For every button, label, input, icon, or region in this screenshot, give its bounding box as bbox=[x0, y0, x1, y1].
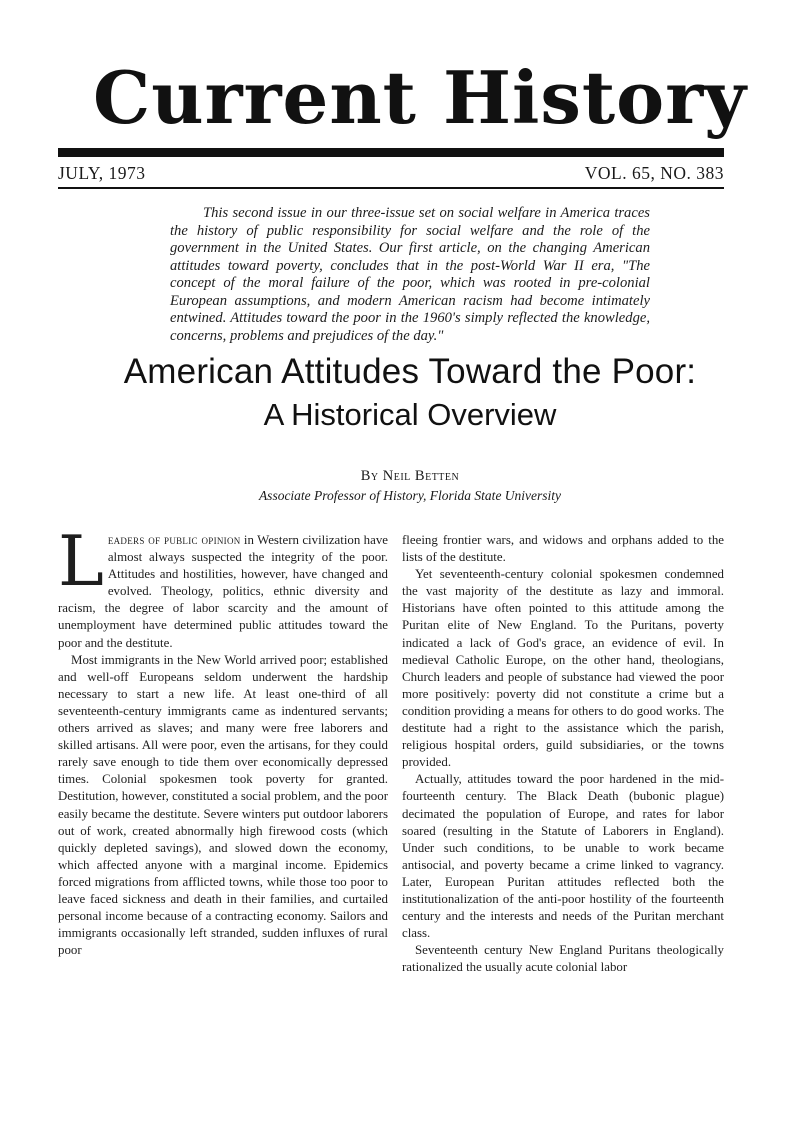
masthead-rule bbox=[58, 148, 724, 157]
masthead-title: Current History bbox=[93, 55, 747, 140]
body-paragraph-2: Most immigrants in the New World arrived poor; established and well-off Europeans seldom underwent the hardship necessary to start a new life. At least one-third of all seventeenth-century immigrants came as indentured servants; others arrived as slaves; and many were free laborers and skilled artisans. All were poor, even the artisans, for they could rarely save enough to tide them over economically depressed times. Colonial spokesmen took poverty for granted. Destitution, however, constituted a social problem, and the poor easily became the destitute. Severe winters put outdoor laborers out of work, created abnormally high firewood costs (which quickly depleted savings), and slowed down the economy, which affected anyone with a marginal income. Epidemics forced migrations from afflicted towns, while those too poor to leave faced sickness and death in their families, and curtailed personal income because of a contracting economy. Sailors and immigrants occasionally left stranded, sudden influxes of rural poor bbox=[58, 652, 388, 958]
body-column-left bbox=[58, 522, 388, 959]
body-paragraph-4: Actually, attitudes toward the poor hardened in the mid-fourteenth century. The Black Death (bubonic plague) decimated the population of Europe, and rates for labor soared (resulting in the Statute of Laborers in England). Under such conditions, to be unable to work became antisocial, and poverty became a crime linked to vagrancy. Later, European Puritan attitudes reflected both the institutionalization of the anti-poor hostility of the fourteenth century and the interests and needs of the Puritan merchant class. bbox=[402, 772, 724, 941]
editor-intro: This second issue in our three-issue set on social welfare in America traces the history of public responsibility for social welfare and the role of the government in the United States. Our first article, on the changing American attitudes toward poverty, concludes that in the post-World War II era, "The concept of the moral failure of the poor, which was rooted in pre-colonial European assumptions, and modern American racism had become intimately entwined. Attitudes toward the poor in the 1960's simply reflected the knowledge, concerns, problems and prejudices of the day." bbox=[170, 205, 650, 344]
byline bbox=[90, 466, 730, 506]
issue-rule bbox=[58, 187, 724, 189]
lead-in-smallcaps: eaders of public opinion bbox=[107, 533, 241, 547]
article-title-line-1: American Attitudes Toward the Poor: bbox=[123, 352, 697, 391]
author-affiliation: Associate Professor of History, Florida State University bbox=[258, 488, 562, 503]
body-paragraph-1 bbox=[58, 522, 388, 652]
article-title bbox=[90, 352, 730, 435]
body-paragraph-1-text: in Western civilization have almost always suspected the integrity of the poor. Attitudes and hostilities, however, have changed and evolved. Theology, politics, ethnic diversity and racism, the degree of labor scarcity and the amount of unemployment have determined public attitudes toward the poor and the destitute. bbox=[58, 533, 388, 650]
body-paragraph-2-continued: fleeing frontier wars, and widows and orphans added to the lists of the destitute. bbox=[402, 533, 724, 565]
body-paragraph-3: Yet seventeenth-century colonial spokesmen condemned the vast majority of the destitute as lazy and immoral. Historians have often pointed to this attitude among the Puritan elite of New England. To the Puritans, poverty indicated a lack of God's grace, an evidence of evil. In medieval Catholic Europe, on the other hand, theologians, Church leaders and people of substance had viewed the poor more positively: poverty did not constitute a crime but a condition providing a means for others to do good works. The destitute had a right to the assistance which the parish, religious hospital orders, guild subsidiaries, or the towns provided. bbox=[402, 567, 724, 770]
issue-date: JULY, 1973 bbox=[58, 163, 146, 183]
body-paragraph-5: Seventeenth century New England Puritans theologically rationalized the usually acute colonial labor bbox=[402, 943, 724, 975]
drop-cap: L bbox=[58, 522, 104, 602]
issue-line bbox=[58, 163, 724, 187]
author-name: By Neil Betten bbox=[360, 468, 460, 484]
issue-volume: VOL. 65, NO. 383 bbox=[584, 163, 724, 183]
body-column-right bbox=[402, 532, 724, 976]
article-title-line-2: A Historical Overview bbox=[263, 397, 557, 432]
